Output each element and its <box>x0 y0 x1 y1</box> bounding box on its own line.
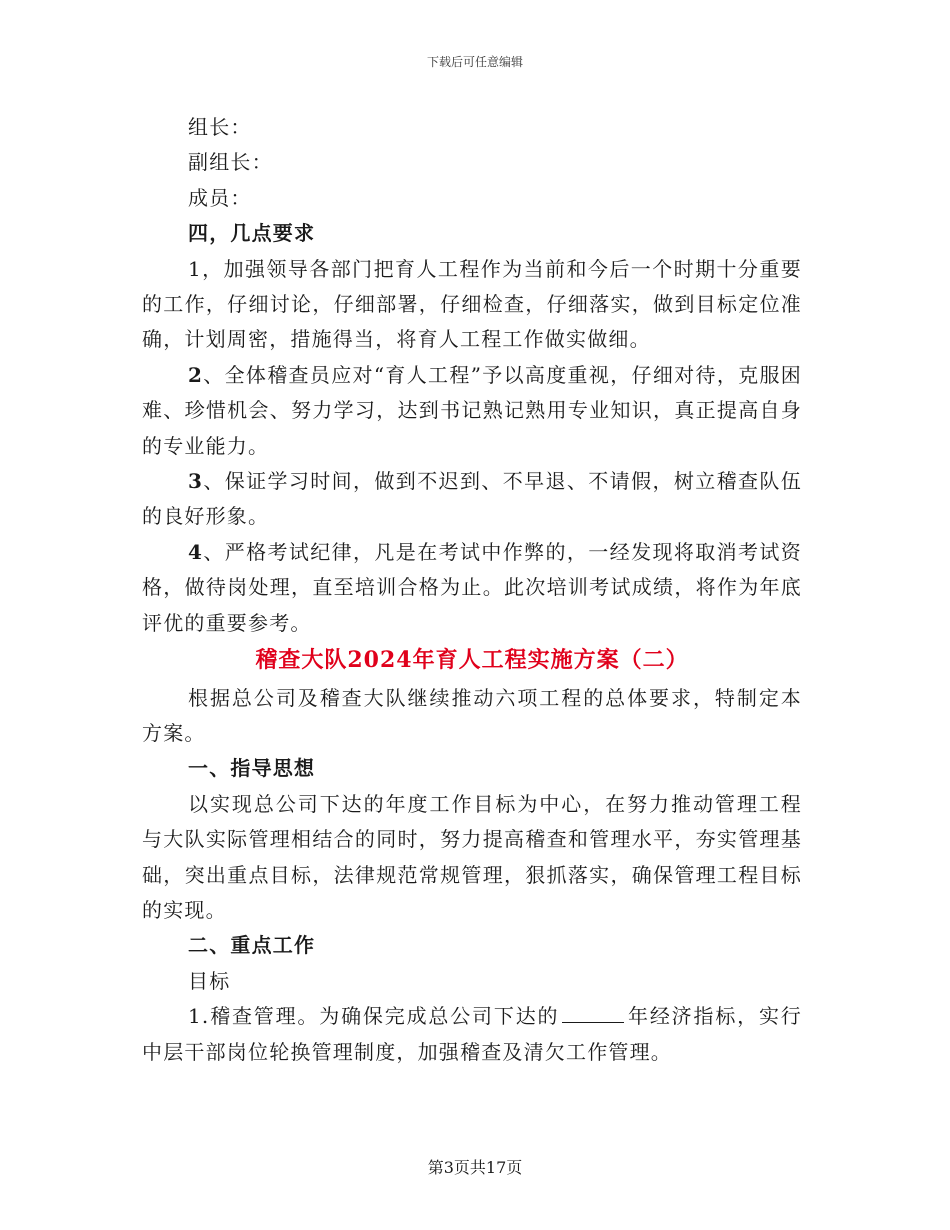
section1-paragraph: 以实现总公司下达的年度工作目标为中心，在努力推动管理工程与大队实际管理相结合的同时，努力提高稽查和管理水平，夯实管理基础，突出重点目标，法律规范常规管理，狠抓落实，确保管理工程目标的实现。 <box>142 791 802 922</box>
intro-paragraph: 根据总公司及稽查大队继续推动六项工程的总体要求，特制定本方案。 <box>142 685 802 745</box>
leader-line: 组长： <box>188 115 252 139</box>
header-note: 下载后可任意编辑 <box>426 55 523 69</box>
members-line: 成员： <box>188 185 252 210</box>
requirement-2-number: 2 <box>188 362 204 387</box>
requirement-3 <box>142 464 802 535</box>
section4-heading: 四，几点要求 <box>188 221 316 246</box>
fill-in-blank <box>562 1002 624 1023</box>
requirement-2 <box>142 358 802 464</box>
document-title: 稽查大队2024年育人工程实施方案（二） <box>255 647 689 674</box>
requirement-2-text: 、全体稽查员应对“育人工程”予以高度重视，仔细对待，克服困难、珍惜机会、努力学习，达到书记熟记熟用专业知识，真正提高自身的专业能力。 <box>142 362 802 458</box>
requirement-4 <box>142 535 802 641</box>
target-label: 目标 <box>188 968 231 993</box>
item1-text-after: 年经济指标，实行中层干部岗位轮换管理制度，加强稽查及清欠工作管理。 <box>142 1004 803 1064</box>
item1-paragraph <box>142 999 802 1070</box>
document-body <box>142 110 802 1070</box>
section1-heading: 一、指导思想 <box>188 756 316 781</box>
requirement-3-number: 3 <box>188 469 204 494</box>
section2-heading: 二、重点工作 <box>188 933 316 958</box>
deputy-leader-line: 副组长： <box>188 150 273 175</box>
item1-text-before: 1.稽查管理。为确保完成总公司下达的 <box>188 1004 560 1029</box>
page-number: 第3页共17页 <box>427 1158 523 1177</box>
requirement-4-number: 4 <box>188 539 204 564</box>
requirement-4-text: 、严格考试纪律，凡是在考试中作弊的，一经发现将取消考试资格，做待岗处理，直至培训合格为止。此次培训考试成绩，将作为年底评优的重要参考。 <box>142 539 802 635</box>
requirement-3-text: 、保证学习时间，做到不迟到、不早退、不请假，树立稽查队伍的良好形象。 <box>142 469 802 529</box>
requirement-1: 1，加强领导各部门把育人工程作为当前和今后一个时期十分重要的工作，仔细讨论，仔细部署，仔细检查，仔细落实，做到目标定位准确，计划周密，措施得当，将育人工程工作做实做细。 <box>142 256 802 352</box>
